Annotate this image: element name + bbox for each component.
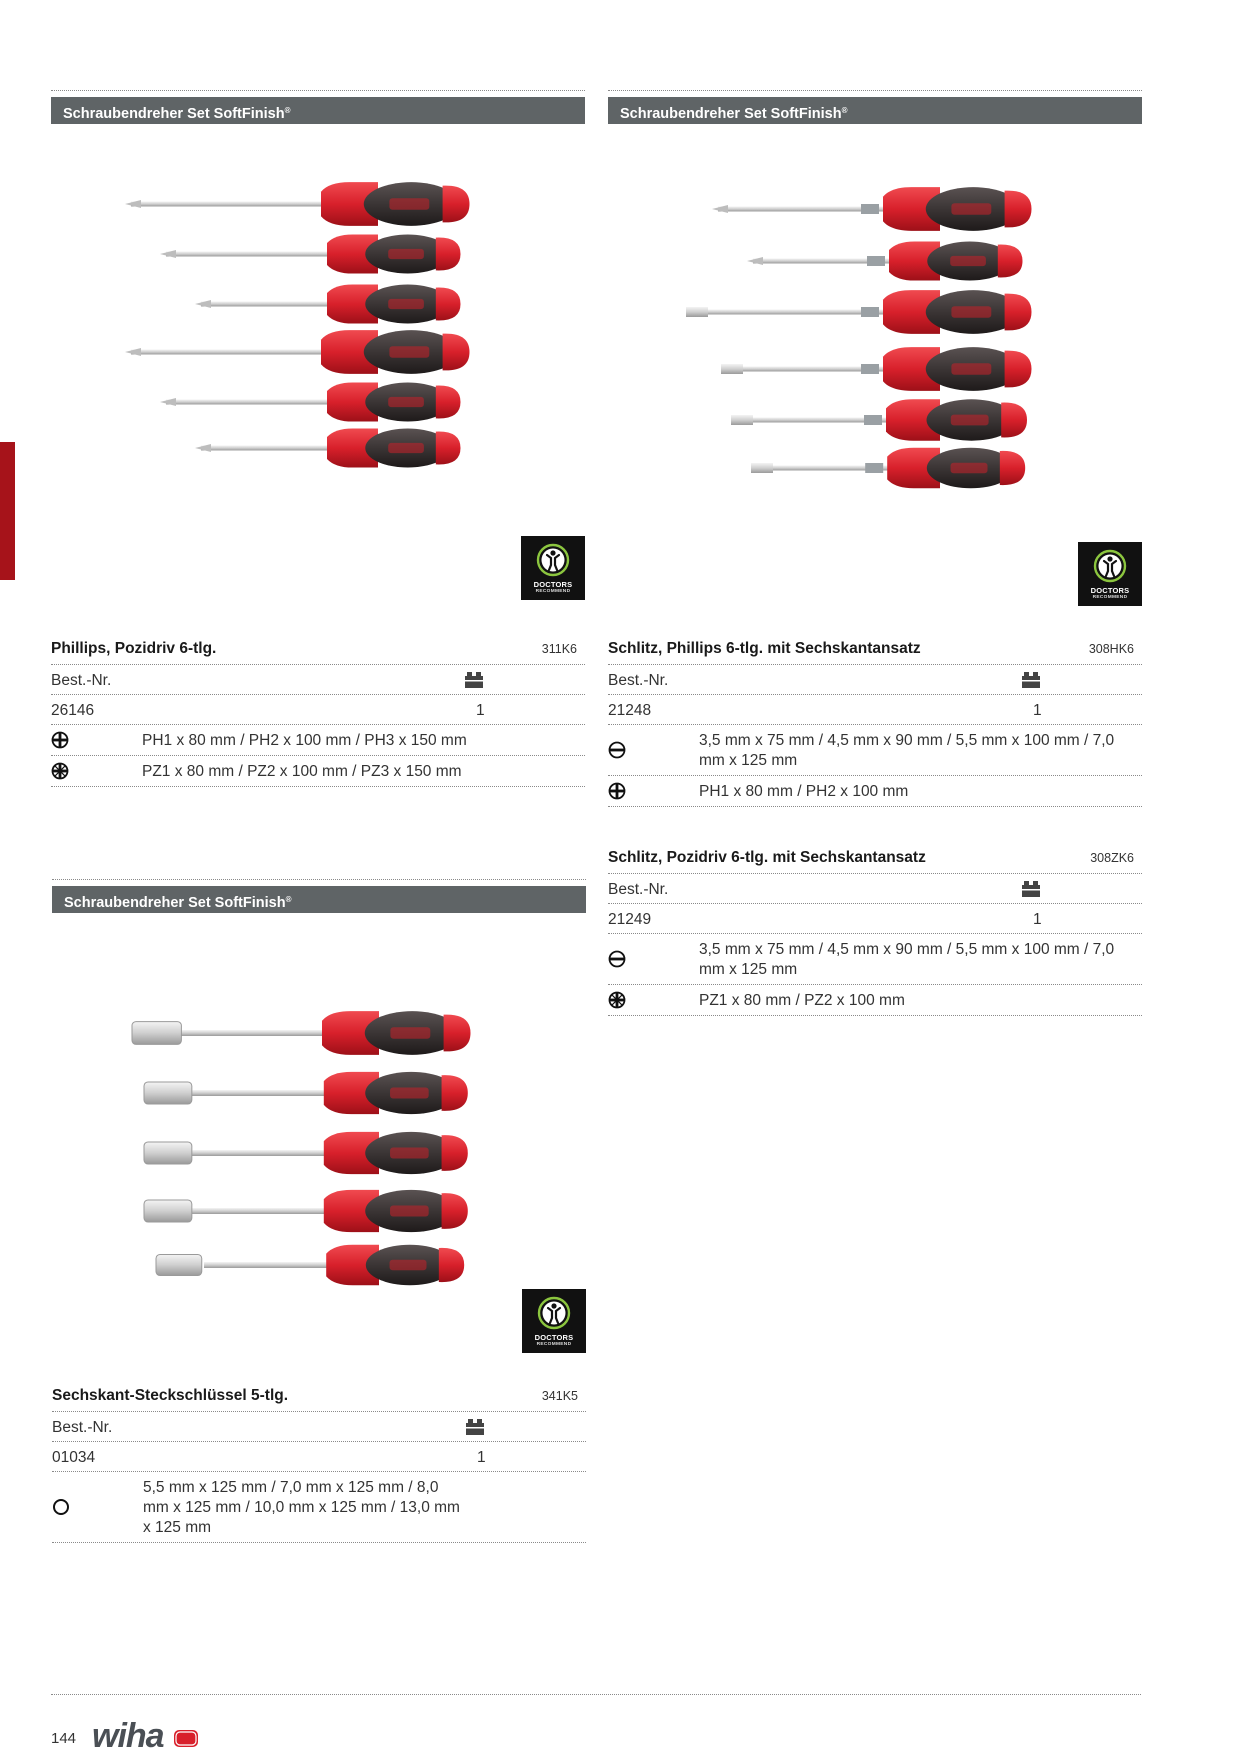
order-number: 01034	[52, 1449, 96, 1466]
product-title-row	[51, 640, 585, 665]
package-quantity-icon	[465, 1418, 485, 1436]
spec-text: PZ1 x 80 mm / PZ2 x 100 mm / PZ3 x 150 mm	[142, 763, 462, 780]
order-number-label: Best.-Nr.	[608, 672, 669, 689]
order-value-row	[52, 1442, 586, 1472]
section-header: Schraubendreher Set SoftFinish®	[52, 886, 586, 913]
screwdriver	[712, 187, 1032, 231]
product-code: 341K5	[541, 1389, 578, 1403]
screwdriver	[686, 290, 1032, 334]
doctors-recommend-badge	[522, 1289, 586, 1353]
product-block-311K6	[51, 640, 585, 787]
screwdriver-group	[125, 182, 470, 467]
chapter-tab	[0, 442, 15, 580]
product-code: 308HK6	[1088, 642, 1134, 656]
package-quantity: 1	[477, 1449, 486, 1466]
product-block-341K5	[52, 1387, 586, 1543]
order-value-row	[608, 904, 1142, 934]
doctors-recommend-badge	[1078, 542, 1142, 606]
section-phillips-pozidriv	[51, 90, 585, 604]
nut-driver	[156, 1245, 464, 1285]
order-value-row	[51, 695, 585, 725]
badge-subtitle: RECOMMEND	[536, 1341, 572, 1347]
product-title: Sechskant-Steckschlüssel 5-tlg.	[52, 1387, 289, 1404]
spec-row	[608, 725, 1142, 776]
slotted-icon	[608, 950, 626, 968]
product-photo	[52, 913, 586, 1383]
nut-driver-group	[132, 1011, 471, 1285]
section-rule	[608, 90, 1142, 91]
logo-wordmark: wiha	[92, 1718, 164, 1754]
section-header: Schraubendreher Set SoftFinish®	[51, 97, 585, 124]
spec-text: PZ1 x 80 mm / PZ2 x 100 mm	[699, 992, 905, 1009]
screwdriver	[160, 234, 461, 273]
product-photo	[608, 124, 1142, 604]
order-header-row	[608, 665, 1142, 695]
order-header-row	[51, 665, 585, 695]
screwdriver-set-illustration	[608, 154, 1142, 594]
product-title-row	[608, 640, 1142, 665]
section-header: Schraubendreher Set SoftFinish®	[608, 97, 1142, 124]
spec-row	[51, 756, 585, 787]
page-number: 144	[51, 1730, 77, 1747]
badge-title: DOCTORS	[1090, 586, 1130, 596]
nut-driver-set-illustration	[52, 963, 586, 1323]
spec-text: 5,5 mm x 125 mm / 7,0 mm x 125 mm / 8,0 mm x 125 mm / 10,0 mm x 125 mm / 13,0 mm x 125 mm	[143, 1479, 460, 1536]
phillips-icon	[608, 782, 626, 800]
section-rule	[51, 90, 585, 91]
package-quantity: 1	[1033, 702, 1042, 719]
order-number-label: Best.-Nr.	[52, 1419, 113, 1436]
wiha-logo	[92, 1718, 204, 1754]
product-title: Schlitz, Phillips 6-tlg. mit Sechskantansatz	[608, 640, 921, 657]
product-title: Phillips, Pozidriv 6-tlg.	[51, 640, 217, 657]
product-code: 311K6	[541, 642, 577, 656]
screwdriver	[751, 448, 1025, 488]
order-number-label: Best.-Nr.	[51, 672, 112, 689]
doctors-figure-icon	[1093, 549, 1127, 583]
section-slotted-phillips	[608, 90, 1142, 604]
spec-text: PH1 x 80 mm / PH2 x 100 mm / PH3 x 150 mm	[142, 732, 467, 749]
package-quantity-icon	[1021, 671, 1041, 689]
section-hex-socket	[52, 879, 586, 1383]
nut-driver	[144, 1190, 468, 1232]
spec-row	[608, 776, 1142, 807]
section-rule	[52, 879, 586, 880]
hex-socket-icon	[52, 1498, 70, 1516]
screwdriver	[747, 241, 1023, 280]
badge-subtitle: RECOMMEND	[1092, 594, 1128, 600]
product-title-row	[608, 849, 1142, 874]
screwdriver	[195, 428, 461, 467]
package-quantity-icon	[464, 671, 484, 689]
nut-driver	[144, 1072, 468, 1114]
screwdriver	[721, 347, 1032, 391]
screwdriver	[125, 182, 470, 226]
order-number-label: Best.-Nr.	[608, 881, 669, 898]
product-block-308ZK6	[608, 849, 1142, 1016]
screwdriver-group	[686, 187, 1032, 488]
footer-rule	[51, 1694, 1141, 1695]
spec-text: 3,5 mm x 75 mm / 4,5 mm x 90 mm / 5,5 mm x 100 mm / 7,0 mm x 125 mm	[699, 732, 1115, 769]
slotted-icon	[608, 741, 626, 759]
spec-text: PH1 x 80 mm / PH2 x 100 mm	[699, 783, 909, 800]
spec-row	[608, 985, 1142, 1016]
badge-subtitle: RECOMMEND	[535, 588, 571, 594]
order-number: 26146	[51, 702, 95, 719]
product-code: 308ZK6	[1090, 851, 1134, 865]
badge-title: DOCTORS	[534, 1333, 574, 1343]
order-header-row	[608, 874, 1142, 904]
package-quantity-icon	[1021, 880, 1041, 898]
spec-row	[52, 1472, 586, 1543]
order-number: 21248	[608, 702, 652, 719]
package-quantity: 1	[476, 702, 485, 719]
doctors-recommend-badge	[521, 536, 585, 600]
doctors-figure-icon	[536, 543, 570, 577]
pozidriv-icon	[608, 991, 626, 1009]
order-number: 21249	[608, 911, 652, 928]
product-photo	[51, 124, 585, 604]
pozidriv-icon	[51, 762, 69, 780]
nut-driver	[132, 1011, 471, 1055]
product-title: Schlitz, Pozidriv 6-tlg. mit Sechskantansatz	[608, 849, 926, 866]
screwdriver	[125, 330, 470, 374]
phillips-icon	[51, 731, 69, 749]
badge-title: DOCTORS	[533, 580, 573, 590]
order-header-row	[52, 1412, 586, 1442]
package-quantity: 1	[1033, 911, 1042, 928]
product-block-308HK6	[608, 640, 1142, 807]
order-value-row	[608, 695, 1142, 725]
spec-row	[608, 934, 1142, 985]
spec-text: 3,5 mm x 75 mm / 4,5 mm x 90 mm / 5,5 mm x 100 mm / 7,0 mm x 125 mm	[699, 941, 1115, 978]
screwdriver-set-illustration	[51, 154, 585, 574]
spec-row	[51, 725, 585, 756]
nut-driver	[144, 1132, 468, 1174]
screwdriver	[160, 382, 461, 421]
screwdriver	[731, 399, 1027, 440]
screwdriver	[195, 284, 461, 323]
product-title-row	[52, 1387, 586, 1412]
doctors-figure-icon	[537, 1296, 571, 1330]
